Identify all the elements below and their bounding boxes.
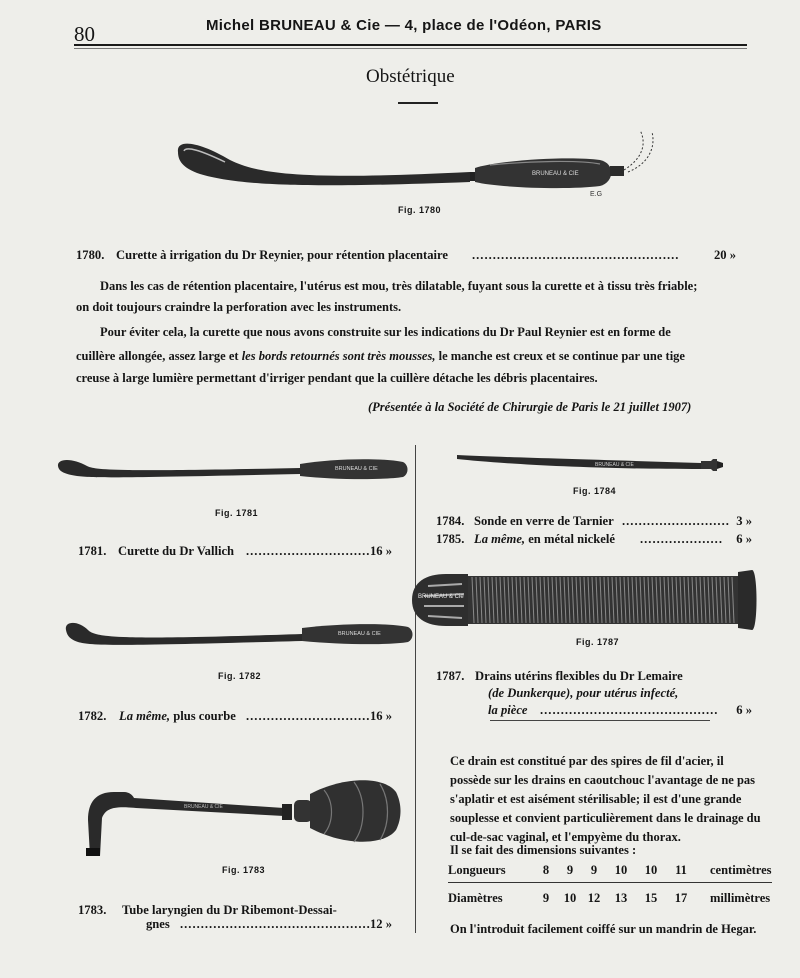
fig-1787-caption: Fig. 1787 (576, 637, 620, 647)
drain-line-1: Ce drain est constitué par des spires de fil d'acier, il (450, 754, 724, 768)
fig-1780-caption: Fig. 1780 (398, 205, 442, 215)
paragraph-2-line-2b: les bords retournés sont très mousses, (241, 349, 436, 363)
drain-line-4: souplesse et convient particulièrement dans le drainage du (450, 811, 761, 825)
item-1784-price: 3 » (736, 514, 752, 528)
engraver-initials: E.G (590, 191, 603, 198)
item-1782-price: 16 » (369, 709, 392, 723)
paragraph-2-line-2a: cuillère allongée, assez large et (76, 349, 239, 363)
paragraph-1-line-2: on doit toujours craindre la perforation avec les instruments. (76, 300, 402, 314)
dimensions-intro: Il se fait des dimensions suivantes : (450, 843, 637, 857)
item-1782-number: 1782. (78, 709, 107, 723)
item-1784-label: Sonde en verre de Tarnier (474, 514, 614, 528)
uterine-drain-illustration (406, 566, 760, 634)
section-title: Obstétrique (366, 66, 455, 87)
maker-mark-1782: BRUNEAU & CIE (338, 631, 381, 637)
table-cell: 10 (563, 891, 577, 905)
table-cell: 12 (587, 891, 601, 905)
item-1783-leader: .............................................. (180, 917, 371, 931)
tarnier-sound-illustration (455, 449, 735, 477)
item-1787-number: 1787. (436, 669, 465, 683)
table-row (448, 883, 772, 908)
table-cell: 9 (582, 862, 606, 883)
item-1785-label-rest: en métal nickelé (528, 532, 615, 546)
item-1785-number: 1785. (436, 532, 465, 546)
curette-vallich-illustration (55, 452, 410, 486)
item-1784-leader: .......................... (622, 514, 730, 528)
column-divider (415, 445, 416, 933)
maker-mark-1784: BRUNEAU & CIE (595, 462, 634, 468)
item-1783-label: Tube laryngien du Dr Ribemont-Dessai- (122, 903, 337, 917)
item-1785-label (474, 532, 615, 547)
table-cell: 17 (674, 891, 688, 905)
header-rule-thin (74, 48, 747, 49)
paragraph-2-line-3: creuse à large lumière permettant d'irriger pendant que la cuillère détache les débris placentaires. (76, 371, 598, 385)
table-cell: 8 (534, 862, 558, 883)
header-rule (74, 44, 747, 46)
maker-mark-1783: BRUNEAU & CIE (184, 804, 223, 810)
row-unit: centimètres (696, 862, 772, 883)
item-1782-label (119, 709, 236, 724)
item-1780-leader: .................................................. (472, 248, 680, 262)
row-label: Diamètres (448, 891, 503, 905)
section-title-underline (398, 102, 438, 104)
item-1785-label-italic: La même, (474, 532, 526, 546)
presented-note: (Présentée à la Société de Chirurgie de Paris le 21 juillet 1907) (368, 400, 692, 414)
row-unit: millimètres (710, 891, 771, 905)
paragraph-2-line-1: Pour éviter cela, la curette que nous avons construite sur les indications du Dr Paul Reynier est en forme de (100, 325, 671, 339)
item-1781-leader: .............................. (246, 544, 371, 558)
paragraph-2-line-2c: le manche est creux et se continue par une tige (438, 349, 685, 363)
fig-1781-caption: Fig. 1781 (215, 508, 259, 518)
drain-line-3: s'aplatir et est aisément stérilisable; il est d'une grande (450, 792, 742, 806)
item-1781-price: 16 » (369, 544, 392, 558)
fig-1784-caption: Fig. 1784 (573, 486, 617, 496)
item-1785-leader: .................... (640, 532, 723, 546)
item-1783-price: 12 » (369, 917, 392, 931)
table-cell: 10 (636, 862, 666, 883)
dimensions-table (448, 862, 772, 907)
page-header-title: Michel BRUNEAU & Cie — 4, place de l'Odéon, PARIS (206, 17, 602, 34)
table-cell: 9 (558, 862, 582, 883)
table-row (448, 862, 772, 883)
item-1787-line2: (de Dunkerque), pour utérus infecté, (488, 686, 679, 700)
drain-description (450, 752, 761, 847)
item-1787-line3: la pièce (488, 703, 528, 717)
item-1783-number: 1783. (78, 903, 107, 917)
maker-mark-1781: BRUNEAU & CIE (335, 466, 378, 472)
item-1787-rule (490, 720, 710, 721)
fig-1782-caption: Fig. 1782 (218, 671, 262, 681)
item-1784-number: 1784. (436, 514, 465, 528)
item-1785-price: 6 » (736, 532, 752, 546)
table-cell: 13 (614, 891, 628, 905)
maker-mark-1787: BRUNEAU & Cie (418, 594, 464, 600)
drain-line-5: cul-de-sac vaginal, et l'empyème du thorax. (450, 830, 681, 844)
item-1787-leader: ........................................... (540, 703, 719, 717)
item-1780-price: 20 » (713, 248, 736, 262)
table-cell: 9 (542, 891, 550, 905)
fig-1783-caption: Fig. 1783 (222, 865, 266, 875)
item-1781-number: 1781. (78, 544, 107, 558)
curette-curved-illustration (62, 618, 412, 652)
curette-reynier-illustration (170, 120, 690, 200)
item-1783-label-cont: gnes (146, 917, 170, 931)
table-cell: 11 (666, 862, 696, 883)
item-1782-label-rest: plus courbe (173, 709, 236, 723)
item-1787-line1: Drains utérins flexibles du Dr Lemaire (475, 669, 683, 683)
maker-mark-1780: BRUNEAU & CIE (532, 171, 579, 177)
item-1780-number: 1780. (76, 248, 105, 262)
closing-note: On l'introduit facilement coiffé sur un mandrin de Hegar. (450, 922, 757, 936)
row-label: Longueurs (448, 862, 534, 883)
item-1780-label: Curette à irrigation du Dr Reynier, pour rétention placentaire (116, 248, 448, 262)
page-number: 80 (74, 22, 95, 46)
table-cell: 10 (606, 862, 636, 883)
item-1782-label-italic: La même, (119, 709, 171, 723)
item-1787-price: 6 » (736, 703, 752, 717)
item-1782-leader: .............................. (246, 709, 371, 723)
table-cell: 15 (644, 891, 658, 905)
item-1781-label: Curette du Dr Vallich (118, 544, 235, 558)
drain-line-2: possède sur les drains en caoutchouc l'avantage de ne pas (450, 773, 756, 787)
laryngeal-tube-illustration (84, 772, 404, 864)
paragraph-2-line-2 (76, 344, 685, 368)
paragraph-1-line-1: Dans les cas de rétention placentaire, l'utérus est mou, très dilatable, fuyant sous la curette et à tissu très friable; (100, 279, 698, 293)
